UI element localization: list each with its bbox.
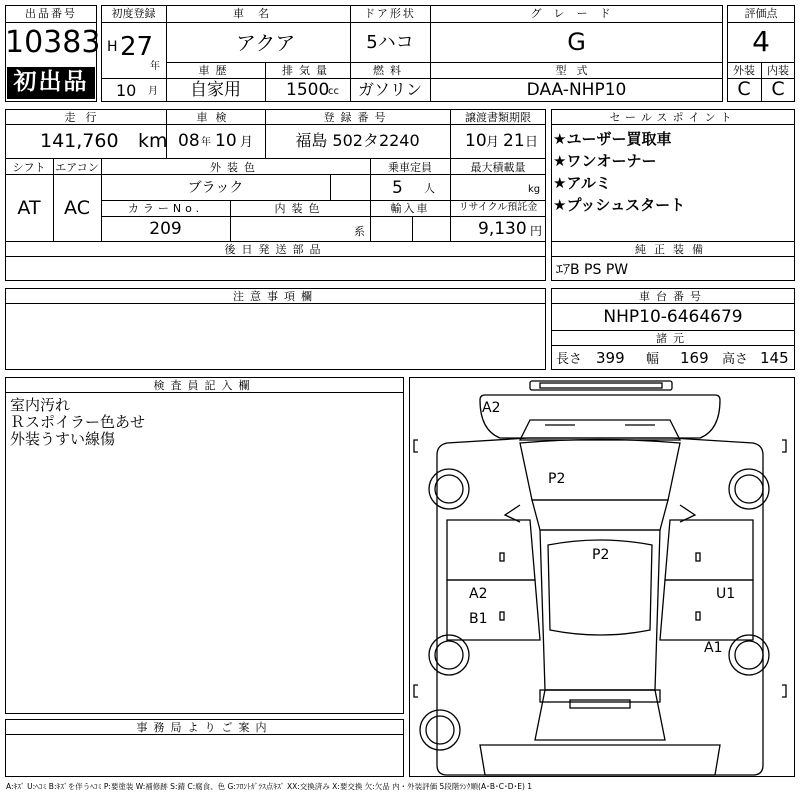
max-load-label: 最大積載量 (470, 161, 526, 174)
inspection-month-unit: 月 (240, 135, 254, 150)
damage-mark: A2 (469, 586, 488, 602)
damage-diagram-box (409, 377, 795, 777)
doc-deadline-label: 譲渡書類期限 (465, 111, 531, 124)
era-label: H (107, 39, 118, 55)
displacement: 1500 (286, 80, 330, 100)
first-reg-month: 10 (116, 81, 137, 100)
damage-mark: A1 (704, 640, 723, 656)
inspector-label: 検査員記入欄 (153, 379, 256, 392)
plate-number: 福島 502タ2240 (295, 131, 420, 150)
inspector-note: 室内汚れ (10, 396, 71, 414)
mileage: 141,760 (40, 130, 119, 152)
mileage-unit: km (138, 130, 168, 152)
car-name: アクア (236, 31, 296, 55)
ac: AC (64, 197, 90, 219)
month-unit: 月 (148, 86, 158, 97)
import-label: 輸入車 (390, 202, 430, 215)
height-label: 高さ (722, 352, 749, 367)
interior-grade: C (771, 78, 785, 100)
doc-deadline-day-unit: 日 (525, 135, 539, 150)
inspection-label: 車検 (196, 111, 235, 124)
lot-number: 10383 (5, 25, 101, 60)
interior-grade-label: 内装 (767, 64, 789, 77)
first-reg-label: 初度登録 (111, 7, 156, 20)
damage-mark: P2 (548, 471, 566, 487)
legend-text: A:ｷｽﾞ U:ﾍｺﾐ B:ｷｽﾞを伴うﾍｺﾐ P:要塗装 W:補修跡 S:錆 C:腐食、色 G:ﾌﾛﾝﾄｶﾞﾗｽ点ｷｽﾞ XX:交換済み X:要交換 欠:欠品 内・外装評価 5段階ﾗﾝｸ順(A･B･C･D･E) 1 (6, 782, 533, 791)
interior-color-label: 内装色 (274, 202, 326, 215)
history: 自家用 (190, 80, 241, 100)
exterior-grade-label: 外装 (733, 64, 755, 77)
height-value: 145 (760, 349, 789, 367)
mileage-label: 走行 (64, 111, 107, 124)
door-type-label: ドア形状 (364, 7, 416, 20)
displacement-label: 排気量 (282, 64, 333, 77)
plate-label: 登録番号 (323, 111, 392, 124)
score-label: 評価点 (744, 7, 778, 20)
inspection-month: 10 (215, 131, 237, 151)
width-value: 169 (680, 349, 709, 367)
equipment-value: ｴｱB PS PW (556, 262, 629, 278)
fuel-label: 燃料 (373, 64, 407, 77)
grade-label: グレード (530, 7, 623, 20)
shift-label: シフト (12, 161, 46, 174)
chassis-number: NHP10-6464679 (603, 307, 743, 327)
sales-points-label: セールスポイント (609, 111, 737, 124)
grade: G (567, 28, 586, 56)
max-load-unit: kg (528, 184, 541, 195)
year-unit: 年 (150, 61, 160, 72)
chassis-label: 車台番号 (639, 290, 707, 303)
damage-mark: A2 (482, 400, 501, 416)
sales-point-item: ★ワンオーナー (553, 152, 657, 170)
first-reg-year: 27 (120, 32, 154, 62)
model-label: 型式 (555, 64, 598, 77)
model: DAA-NHP10 (526, 80, 627, 100)
car-name-label: 車名 (233, 7, 283, 20)
exterior-color: ブラック (187, 180, 244, 196)
inspector-note: Ｒスポイラー色あせ (10, 413, 146, 431)
interior-color-unit: 系 (354, 225, 365, 238)
capacity-label: 乗車定員 (388, 161, 432, 174)
damage-mark: P2 (592, 547, 610, 563)
exterior-color-label: 外装色 (210, 161, 261, 174)
inspection-year-unit: 年 (201, 137, 211, 148)
damage-mark: B1 (469, 611, 488, 627)
color-number: 209 (149, 219, 182, 239)
exterior-grade: C (737, 78, 751, 100)
doc-deadline-month: 10 (465, 131, 487, 151)
displacement-unit: cc (328, 86, 339, 97)
length-value: 399 (596, 349, 625, 367)
color-number-label: カラーNo. (127, 202, 204, 215)
doc-deadline-month-unit: 月 (486, 135, 500, 150)
history-label: 車歴 (198, 64, 233, 77)
lot-number-label: 出品番号 (25, 7, 77, 20)
sales-point-item: ★ユーザー買取車 (553, 130, 672, 148)
notes-label: 注意事項欄 (233, 290, 318, 303)
first-listing-label: 初出品 (13, 69, 89, 95)
capacity-unit: 人 (424, 182, 435, 195)
shift: AT (17, 197, 41, 219)
score: 4 (752, 25, 770, 58)
specs-label: 諸元 (656, 332, 690, 345)
recycle-deposit-label: リサイクル預託金 (458, 202, 538, 213)
fuel: ガソリン (357, 80, 422, 99)
sales-point-item: ★プッシュスタート (553, 196, 686, 214)
length-label: 長さ (556, 352, 583, 367)
ac-label: エアコン (55, 161, 99, 174)
sales-point-item: ★アルミ (553, 174, 611, 192)
office-label: 事務局よりご案内 (136, 721, 273, 734)
recycle-deposit: 9,130 (478, 219, 527, 239)
width-label: 幅 (646, 352, 660, 367)
door-type: 5ハコ (366, 32, 414, 53)
later-parts-label: 後日発送部品 (224, 243, 327, 256)
doc-deadline-day: 21 (503, 131, 525, 151)
equipment-label: 純正装備 (635, 243, 711, 256)
capacity: 5 (392, 178, 403, 198)
recycle-deposit-unit: 円 (530, 224, 543, 238)
damage-mark: U1 (716, 586, 736, 602)
inspector-note: 外装うすい線傷 (10, 430, 116, 448)
inspection-year: 08 (178, 131, 200, 151)
